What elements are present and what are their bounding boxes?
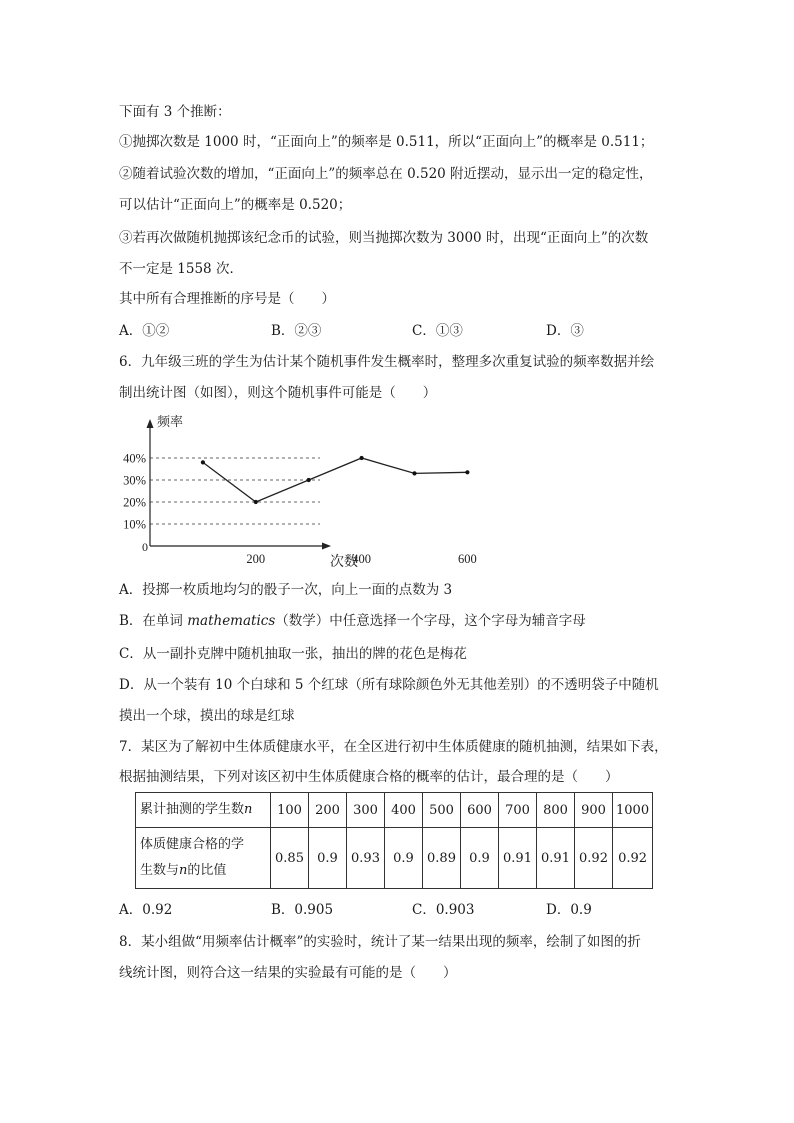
x-tick-label: 200 <box>246 552 266 566</box>
data-point <box>465 470 469 474</box>
chart-gridlines <box>150 458 320 524</box>
row-header-ratio-variable: n <box>179 863 188 878</box>
data-point <box>201 460 205 464</box>
q6-option-b-suffix: （数学）中任意选择一个字母，这个字母为辅音字母 <box>275 613 586 629</box>
data-point <box>360 456 364 460</box>
table-cell: 0.9 <box>309 828 347 889</box>
chart-ticks <box>123 452 477 567</box>
q5-option-c: C．①③ <box>412 323 463 339</box>
row-header-ratio <box>136 828 271 889</box>
q7-stem-line-2: 根据抽测结果，下列对该区初中生体质健康合格的概率的估计，最合理的是（ ） <box>119 769 619 785</box>
q5-option-a: A．①② <box>119 323 170 339</box>
table-cell: 0.91 <box>537 828 575 889</box>
table-cell: 0.92 <box>575 828 613 889</box>
q6-option-b-word: mathematics <box>187 613 276 629</box>
q5-prompt: 其中所有合理推断的序号是（ ） <box>119 291 335 307</box>
q7-option-c: C．0.903 <box>412 902 475 918</box>
y-tick-label: 10% <box>123 517 146 532</box>
table-cell: 400 <box>385 793 423 828</box>
y-tick-label: 40% <box>123 451 146 466</box>
sampling-results-table <box>135 792 653 889</box>
q7-option-a: A．0.92 <box>119 902 173 918</box>
table-row <box>136 828 653 889</box>
q8-stem-line-2: 线统计图，则符合这一结果的实验最有可能的是（ ） <box>119 965 457 981</box>
y-tick-label: 20% <box>123 495 146 510</box>
row-header-ratio-post: 的比值 <box>187 863 227 878</box>
x-axis-label: 次数 <box>330 555 358 570</box>
statement-2-line-1: ②随着试验次数的增加，“正面向上”的频率总在 0.520 附近摆动，显示出一定的稳定性， <box>119 166 653 182</box>
q6-option-d-line-1: D．从一个装有 10 个白球和 5 个红球（所有球除颜色外无其他差别）的不透明袋子中随机 <box>119 677 659 693</box>
data-point <box>412 471 416 475</box>
x-tick-label: 400 <box>352 552 371 566</box>
row-header-count-text: 累计抽测的学生数 <box>140 802 245 817</box>
q5-option-b: B．②③ <box>271 323 322 339</box>
data-point <box>254 500 258 504</box>
frequency-line-chart <box>120 408 477 578</box>
q5-option-d: D．③ <box>546 323 584 339</box>
table-cell: 0.85 <box>271 828 309 889</box>
x-axis-arrow <box>322 543 331 550</box>
statement-1: ①抛掷次数是 1000 时，“正面向上”的频率是 0.511，所以“正面向上”的概率是 0.511； <box>119 134 654 150</box>
row-header-ratio-pre: 生数与 <box>140 863 180 878</box>
q6-option-d-line-2: 摸出一个球，摸出的球是红球 <box>119 708 295 724</box>
q7-option-b: B．0.905 <box>271 902 334 918</box>
q8-stem-line-1: 8．某小组做“用频率估计概率”的实验时，统计了某一结果出现的频率，绘制了如图的折 <box>119 934 641 950</box>
table-cell: 1000 <box>613 793 653 828</box>
row-header-count-variable: n <box>244 802 253 817</box>
statement-intro: 下面有 3 个推断： <box>119 104 231 120</box>
table-cell: 300 <box>347 793 385 828</box>
table-cell: 0.9 <box>385 828 423 889</box>
row-header-ratio-line-1: 体质健康合格的学 <box>140 837 245 852</box>
table-cell: 0.93 <box>347 828 385 889</box>
q6-option-a: A．投掷一枚质地均匀的骰子一次，向上一面的点数为 3 <box>119 582 453 598</box>
y-tick-label: 30% <box>123 473 146 488</box>
q6-stem-line-2: 制出统计图（如图），则这个随机事件可能是（ ） <box>119 385 437 401</box>
table-cell: 900 <box>575 793 613 828</box>
q6-option-c: C．从一副扑克牌中随机抽取一张，抽出的牌的花色是梅花 <box>119 646 467 662</box>
table-cell: 600 <box>461 793 499 828</box>
chart-axes <box>147 419 332 550</box>
table-cell: 0.9 <box>461 828 499 889</box>
statement-3-line-2: 不一定是 1558 次． <box>119 261 243 277</box>
table-cell: 700 <box>499 793 537 828</box>
q7-option-d: D．0.9 <box>546 902 592 918</box>
statement-3-line-1: ③若再次做随机抛掷该纪念币的试验，则当抛掷次数为 3000 时，出现“正面向上”的次数 <box>119 230 649 246</box>
q6-option-b <box>119 611 586 631</box>
table-cell: 0.89 <box>423 828 461 889</box>
statement-2-line-2: 可以估计“正面向上”的概率是 0.520； <box>119 197 352 213</box>
table-cell: 800 <box>537 793 575 828</box>
row-header-ratio-line-2 <box>140 858 266 884</box>
q6-option-b-prefix: B．在单词 <box>119 613 188 629</box>
q6-stem-line-1: 6．九年级三班的学生为估计某个随机事件发生概率时，整理多次重复试验的频率数据并绘 <box>119 354 655 370</box>
x-tick-label: 600 <box>458 552 477 566</box>
q7-stem-line-1: 7．某区为了解初中生体质健康水平，在全区进行初中生体质健康的随机抽测，结果如下表， <box>119 739 668 755</box>
table-row <box>136 793 653 828</box>
table-cell: 500 <box>423 793 461 828</box>
table-cell: 200 <box>309 793 347 828</box>
y-axis-label: 频率 <box>157 414 184 429</box>
table-cell: 100 <box>271 793 309 828</box>
y-axis-arrow <box>147 419 154 428</box>
row-header-count <box>136 793 271 828</box>
origin-label: 0 <box>142 540 148 554</box>
table-cell: 0.92 <box>613 828 653 889</box>
table-cell: 0.91 <box>499 828 537 889</box>
data-point <box>307 478 311 482</box>
